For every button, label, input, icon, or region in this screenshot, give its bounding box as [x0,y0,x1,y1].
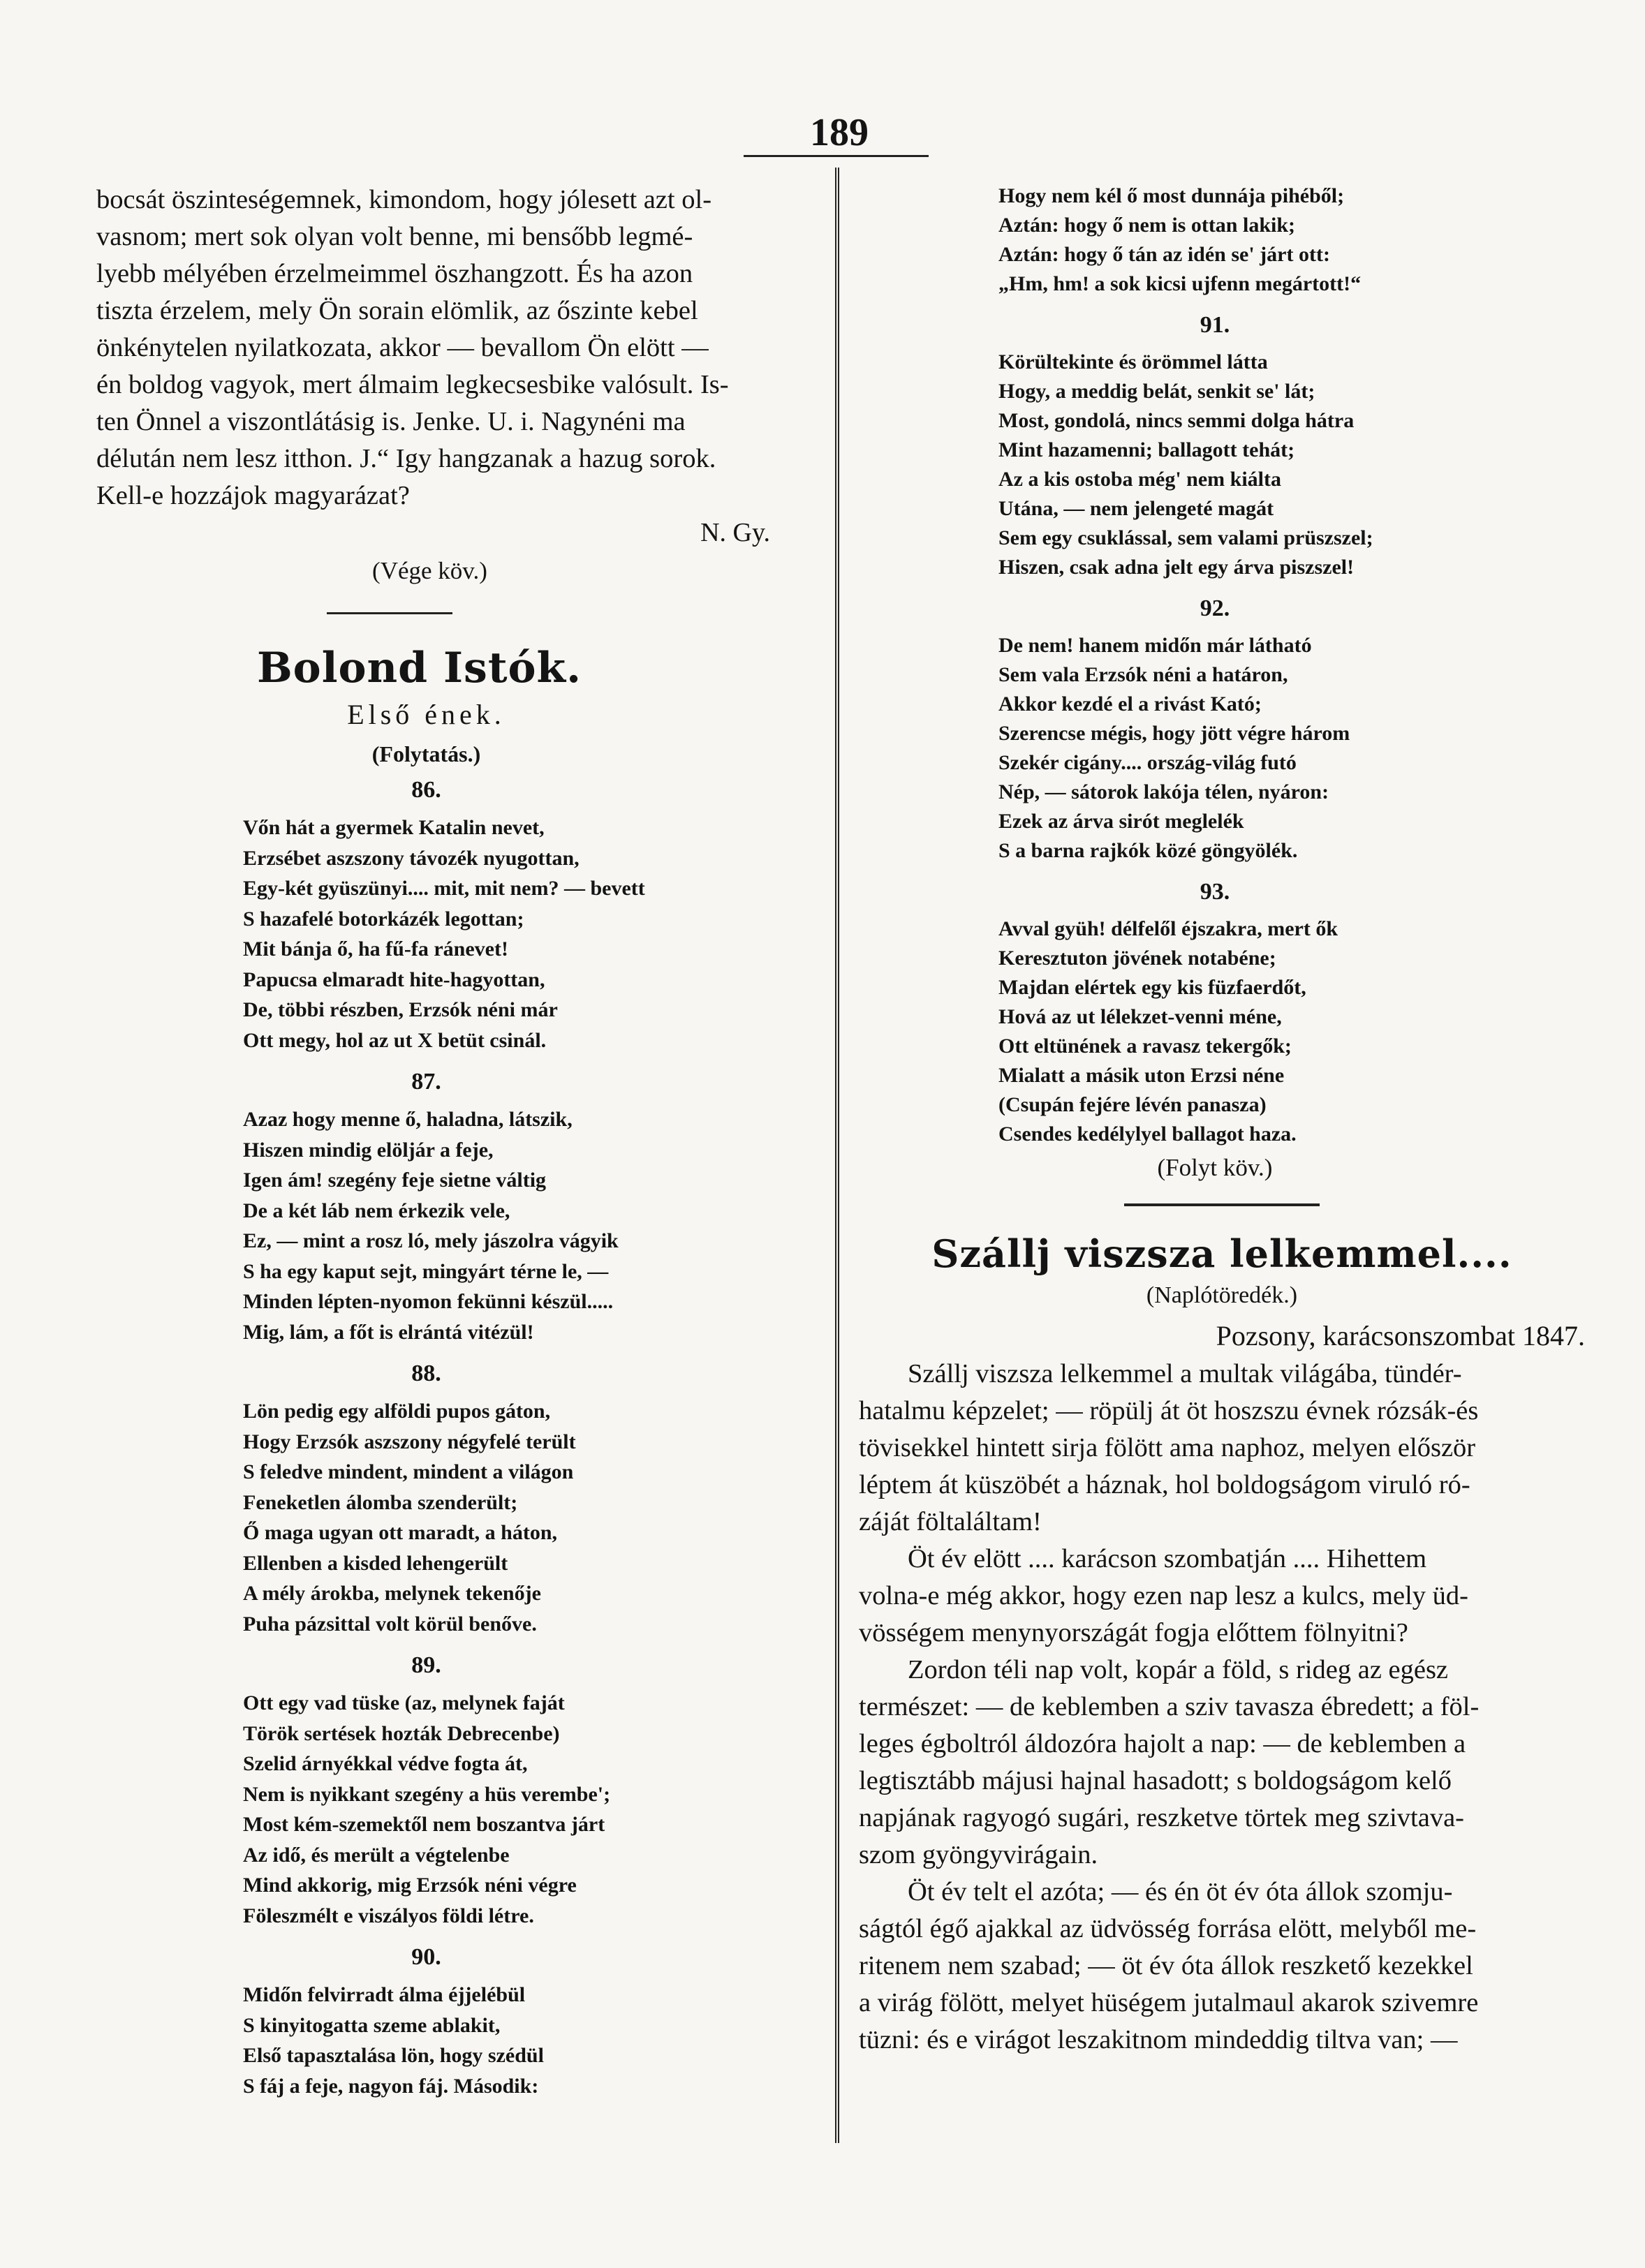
prose-line: Kell-e hozzájok magyarázat? [96,481,410,510]
verse-line: Mig, lám, a főt is elrántá vitézül! [243,1320,534,1344]
verse-line: S hazafelé botorkázék legottan; [243,907,524,931]
verse-line: Ez, — mint a rosz ló, mely jászolra vágyik [243,1229,619,1252]
paragraph [859,1652,1585,1874]
header-rule [744,155,929,157]
verse-line: Sem vala Erzsók néni a határon, [998,663,1288,686]
verse-line: Hová az ut lélekzet-venni méne, [998,1005,1282,1028]
prose-line: Öt év elött .... karácson szombatján .... Hihettem [908,1544,1427,1573]
prose-line: vasnom; mert sok olyan volt benne, mi bensőbb legmé- [96,222,693,251]
verse-line: Ezek az árva sirót meglelék [998,810,1244,833]
stanza-90-continued [998,181,1585,299]
verse-line: Szelid árnyékkal védve fogta át, [243,1752,528,1775]
poem-continuation-note: (Folytatás.) [371,741,481,766]
prose-line: természet: — de keblemben a sziv tavasza ébredett; a föl- [859,1692,1480,1721]
prose-line: bocsát öszinteségemnek, kimondom, hogy jólesett azt ol- [96,185,712,214]
prose-line: lyebb mélyében érzelmeimmel öszhangzott. És ha azon [96,259,693,288]
stanza-number: 87. [411,1069,441,1095]
verse-line: Hogy Erzsók aszszony négyfelé terült [243,1430,576,1453]
verse-line: Avval gyüh! délfelől éjszakra, mert ők [998,917,1338,940]
prose-line: Szállj viszsza lelkemmel a multak világába, tündér- [908,1359,1462,1388]
verse-line: S kinyitogatta szeme ablakit, [243,2013,501,2037]
verse-line: Az idő, és merült a végtelenbe [243,1843,510,1867]
prose-line: a virág fölött, melyet hüségem jutalmaul akarok szivemre [859,1988,1479,2017]
verse-line: Midőn felvirradt álma éjjelébül [243,1983,526,2006]
stanza-number: 89. [411,1652,441,1678]
prose-line: volna-e még akkor, hogy ezen nap lesz a kulcs, mely üd- [859,1581,1468,1610]
verse-line: Papucsa elmaradt hite-hagyottan, [243,968,545,991]
verse-line: Lön pedig egy alföldi pupos gáton, [243,1400,551,1423]
prose-line: önkénytelen nyilatkozata, akkor — bevallom Ön elött — [96,333,709,362]
prose-line: szom gyöngyvirágain. [859,1840,1098,1869]
verse-line: Mit bánja ő, ha fű-fa ránevet! [243,937,508,961]
paragraph [859,1356,1585,1541]
prose-line: délután nem lesz itthon. J.“ Igy hangzanak a hazug sorok. [96,444,716,473]
prose-line: tüzni: és e virágot leszakitnom mindeddig tiltva van; — [859,2025,1458,2054]
prose-line: tiszta érzelem, mely Ön sorain elömlik, az őszinte kebel [96,296,698,325]
stanza-91 [998,348,1585,582]
stanza-number: 92. [1200,595,1230,621]
verse-line: De nem! hanem midőn már látható [998,634,1312,657]
paragraph [859,1541,1585,1652]
verse-line: „Hm, hm! a sok kicsi ujfenn megártott!“ [998,272,1362,295]
verse-line: S feledve mindent, mindent a világon [243,1460,574,1483]
verse-line: Akkor kezdé el a rivást Kató; [998,692,1262,716]
poem-subtitle: Első ének. [347,699,506,730]
stanza-93 [998,914,1585,1149]
prose-line: leges égboltról áldozóra hajolt a nap: — de keblemben a [859,1729,1466,1758]
verse-line: Majdan elértek egy kis füzfaerdőt, [998,976,1306,999]
verse-line: Egy-két gyüszünyi.... mit, mit nem? — bevett [243,877,645,900]
verse-line: Most kém-szemektől nem boszantva járt [243,1813,605,1836]
verse-line: Hogy, a meddig belát, senkit se' lát; [998,380,1315,403]
verse-line: S fáj a feje, nagyon fáj. Második: [243,2074,539,2098]
stanza-86 [243,813,826,1055]
verse-line: Föleszmélt e viszályos földi létre. [243,1904,534,1927]
prose-line: hatalmu képzelet; — röpülj át öt hoszszu évnek rózsák-és [859,1396,1479,1425]
verse-line: Ott eltünének a ravasz tekergők; [998,1035,1292,1058]
section-rule [1124,1203,1320,1206]
verse-line: Az a kis ostoba még' nem kiálta [998,468,1281,491]
verse-line: Aztán: hogy ő nem is ottan lakik; [998,214,1296,237]
verse-line: Minden lépten-nyomon fekünni készül..... [243,1290,614,1313]
author-signature: N. Gy. [700,518,770,547]
verse-line: Erzsébet aszszony távozék nyugottan, [243,846,580,870]
prose-line: ságtól égő ajakkal az üdvösség forrása elött, melyből me- [859,1914,1477,1943]
stanza-number: 93. [1200,879,1230,905]
verse-line: Csendes kedélylyel ballagot haza. [998,1122,1297,1146]
verse-line: Mialatt a másik uton Erzsi néne [998,1064,1285,1087]
stanza-90 [243,1980,826,2101]
verse-line: S ha egy kaput sejt, mingyárt térne le, — [243,1259,609,1283]
poem-title: Bolond Istók. [256,644,582,692]
verse-line: Körültekinte és örömmel látta [998,350,1268,373]
prose-line: tövisekkel hintett sirja fölött ama naphoz, melyen először [859,1433,1476,1462]
stanza-number: 91. [1200,312,1230,338]
verse-line: Azaz hogy menne ő, haladna, látszik, [243,1108,573,1131]
prose-line: vösségem menynyországát fogja előttem fölnyitni? [859,1618,1408,1647]
page-number: 189 [810,111,869,154]
verse-line: Utána, — nem jelengeté magát [998,497,1274,520]
verse-line: Igen ám! szegény feje sietne váltig [243,1169,547,1192]
verse-line: Ott megy, hol az ut X betüt csinál. [243,1028,547,1052]
verse-line: Sem egy csuklással, sem valami prüszszel; [998,526,1373,549]
stanza-number: 90. [411,1944,441,1970]
verse-line: Feneketlen álomba szenderült; [243,1490,518,1514]
verse-line: Keresztuton jövének notabéne; [998,947,1276,970]
verse-line: Első tapasztalása lön, hogy szédül [243,2044,544,2067]
stanza-92 [998,631,1585,866]
continued-note: (Folyt köv.) [1157,1154,1273,1181]
left-column [96,181,826,2101]
verse-line: De a két láb nem érkezik vele, [243,1199,510,1222]
stanza-88 [243,1396,826,1639]
verse-line: Török sertések hozták Debrecenbe) [243,1721,560,1745]
verse-line: (Csupán fejére lévén panasza) [998,1093,1267,1116]
verse-line: A mély árokba, melynek tekenője [243,1582,541,1605]
prose-line: ten Önnel a viszontlátásig is. Jenke. U. i. Nagynéni ma [96,407,686,436]
continued-note: (Vége köv.) [372,557,487,584]
prose-line: záját föltaláltam! [859,1507,1042,1536]
verse-line: De, többi részben, Erzsók néni már [243,998,558,1021]
verse-line: Mint hazamenni; ballagott tehát; [998,438,1295,461]
prose-line: Öt év telt el azóta; — és én öt év óta állok szomju- [908,1877,1453,1906]
verse-line: Mind akkorig, mig Erzsók néni végre [243,1874,577,1897]
prose-line: léptem át küszöbét a háznak, hol boldogságom viruló ró- [859,1470,1470,1499]
prose-line: napjának ragyogó sugári, reszketve törtek meg szivtava- [859,1803,1464,1832]
dateline: Pozsony, karácsonszombat 1847. [1216,1320,1585,1351]
verse-line: Hiszen mindig elöljár a feje, [243,1138,494,1162]
stanza-number: 86. [411,777,441,803]
verse-line: Puha pázsittal volt körül benőve. [243,1612,537,1636]
stanza-87 [243,1104,826,1347]
paragraph [859,1874,1585,2059]
prose-line: ritenem nem szabad; — öt év óta állok reszkető kezekkel [859,1951,1473,1980]
verse-line: Szerencse mégis, hogy jött végre három [998,722,1350,745]
verse-line: Vőn hát a gyermek Katalin nevet, [243,816,545,839]
verse-line: Nem is nyikkant szegény a hüs verembe'; [243,1782,611,1806]
verse-line: Hogy nem kél ő most dunnája pihéből; [998,184,1345,207]
article-title: Szállj viszsza lelkemmel.... [931,1231,1512,1276]
prose-line: legtisztább májusi hajnal hasadott; s boldogságom kelő [859,1766,1452,1795]
prose-line: én boldog vagyok, mert álmaim legkecsesbike valósult. Is- [96,370,729,399]
verse-line: Ott egy vad tüske (az, melynek faját [243,1691,565,1714]
column-divider [835,168,839,2143]
section-rule [327,612,452,614]
stanza-89 [243,1688,826,1931]
verse-line: Szekér cigány.... ország-világ futó [998,751,1297,774]
verse-line: Aztán: hogy ő tán az idén se' járt ott: [998,243,1330,266]
prose-line: Zordon téli nap volt, kopár a föld, s rideg az egész [908,1655,1449,1684]
article-note: (Naplótöredék.) [1146,1282,1298,1308]
verse-line: S a barna rajkók közé göngyölék. [998,839,1298,862]
stanza-number: 88. [411,1361,441,1386]
verse-line: Hiszen, csak adna jelt egy árva piszszel! [998,556,1355,579]
verse-line: Most, gondolá, nincs semmi dolga hátra [998,409,1355,432]
verse-line: Ő maga ugyan ott maradt, a háton, [243,1521,558,1544]
letter-text [96,181,826,514]
right-column [859,181,1585,2059]
verse-line: Nép, — sátorok lakója télen, nyáron: [998,780,1329,803]
verse-line: Ellenben a kisded lehengerült [243,1551,508,1575]
